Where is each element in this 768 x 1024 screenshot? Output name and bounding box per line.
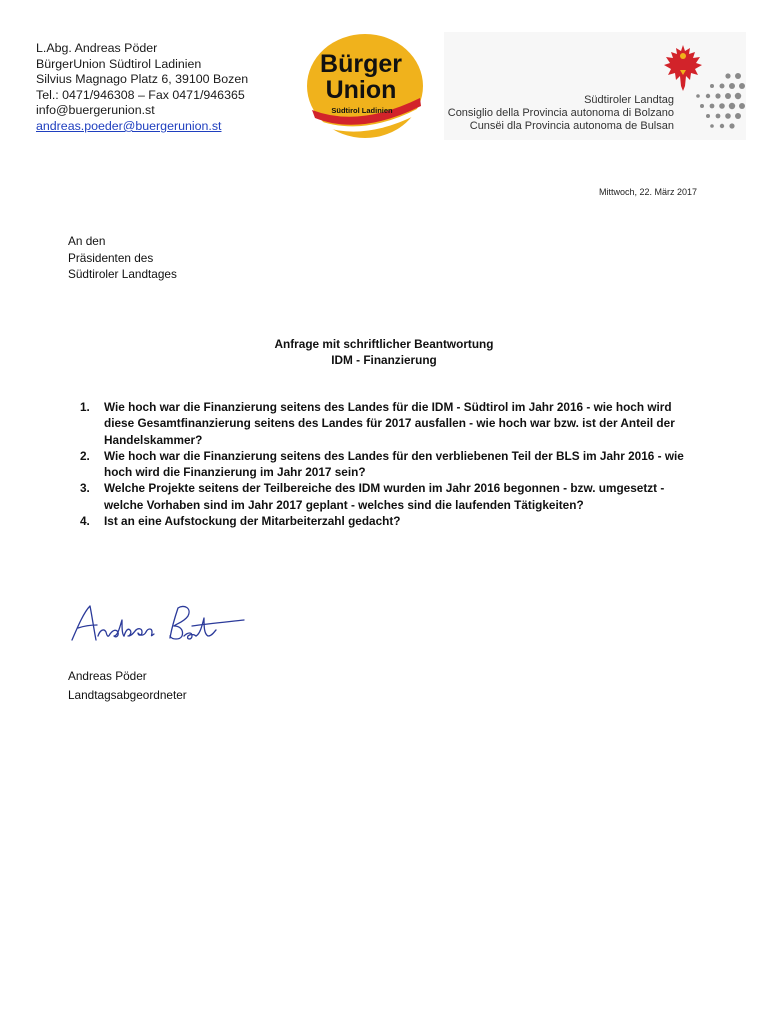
signer-block: [68, 667, 187, 705]
landtag-logo: [444, 32, 746, 140]
question-line: hoch wird die Finanzierung im Jahr 2017 sein?: [104, 465, 366, 480]
landtag-name-it: Consiglio della Provincia autonoma di Bolzano: [447, 107, 674, 119]
question-number: 3.: [80, 481, 90, 496]
recipient-block: [68, 233, 177, 283]
buerger-union-logo: [304, 32, 424, 142]
question-line: Handelskammer?: [104, 432, 203, 447]
signer-name: Andreas Pöder: [68, 669, 147, 683]
question-number: 4.: [80, 514, 90, 529]
recipient-line: Präsidenten des: [68, 250, 154, 265]
subject-line-1: Anfrage mit schriftlicher Beantwortung: [274, 337, 494, 351]
question-line: diese Gesamtfinanzierung seitens des Landes für 2017 ausfallen - wie hoch war bzw. ist der Anteil der: [104, 416, 675, 431]
sender-name: L.Abg. Andreas Pöder: [36, 41, 158, 55]
question-item: [68, 513, 708, 529]
logo-word-buerger: Bürger: [320, 50, 402, 78]
signer-title: Landtagsabgeordneter: [68, 688, 187, 702]
question-line: welche Vorhaben sind im Jahr 2017 geplant - welches sind die laufenden Tätigkeiten?: [104, 497, 584, 512]
dot-pattern-icon: [680, 68, 746, 132]
recipient-line: An den: [68, 234, 106, 248]
sender-party: BürgerUnion Südtirol Ladinien: [36, 56, 202, 71]
questions-list: [68, 399, 708, 529]
letter-date: Mittwoch, 22. März 2017: [598, 187, 697, 197]
landtag-text: [448, 94, 674, 133]
question-line: Ist an eine Aufstockung der Mitarbeiterzahl gedacht?: [104, 514, 401, 529]
handwritten-signature: [66, 596, 246, 650]
logo-tagline: Südtirol Ladinien: [331, 106, 393, 115]
question-item: [68, 399, 708, 448]
sender-phone-fax: Tel.: 0471/946308 – Fax 0471/946365: [36, 87, 245, 102]
sender-email-link[interactable]: andreas.poeder@buergerunion.st: [36, 118, 222, 133]
question-line: Welche Projekte seitens der Teilbereiche des IDM wurden im Jahr 2016 begonnen - bzw. umgesetzt -: [104, 481, 665, 496]
question-line: Wie hoch war die Finanzierung seitens des Landes für den verbliebenen Teil der BLS im Jahr 2016 - wie: [104, 448, 684, 463]
question-number: 1.: [80, 400, 90, 414]
sender-address: Silvius Magnago Platz 6, 39100 Bozen: [36, 72, 249, 87]
subject-block: [0, 336, 768, 368]
landtag-name-lad: Cunsëi dla Provincia autonoma de Bulsan: [469, 120, 674, 132]
question-number: 2.: [80, 448, 90, 463]
sender-email: info@buergerunion.st: [36, 103, 155, 118]
sender-block: [36, 41, 248, 135]
recipient-line: Südtiroler Landtages: [68, 267, 177, 281]
question-line: Wie hoch war die Finanzierung seitens des Landes für die IDM - Südtirol im Jahr 2016 - wie hoch wird: [104, 400, 672, 414]
landtag-name-de: Südtiroler Landtag: [584, 94, 674, 106]
logo-word-union: Union: [325, 76, 397, 104]
question-item: [68, 448, 708, 481]
subject-line-2: IDM - Finanzierung: [331, 353, 437, 367]
question-item: [68, 480, 708, 513]
